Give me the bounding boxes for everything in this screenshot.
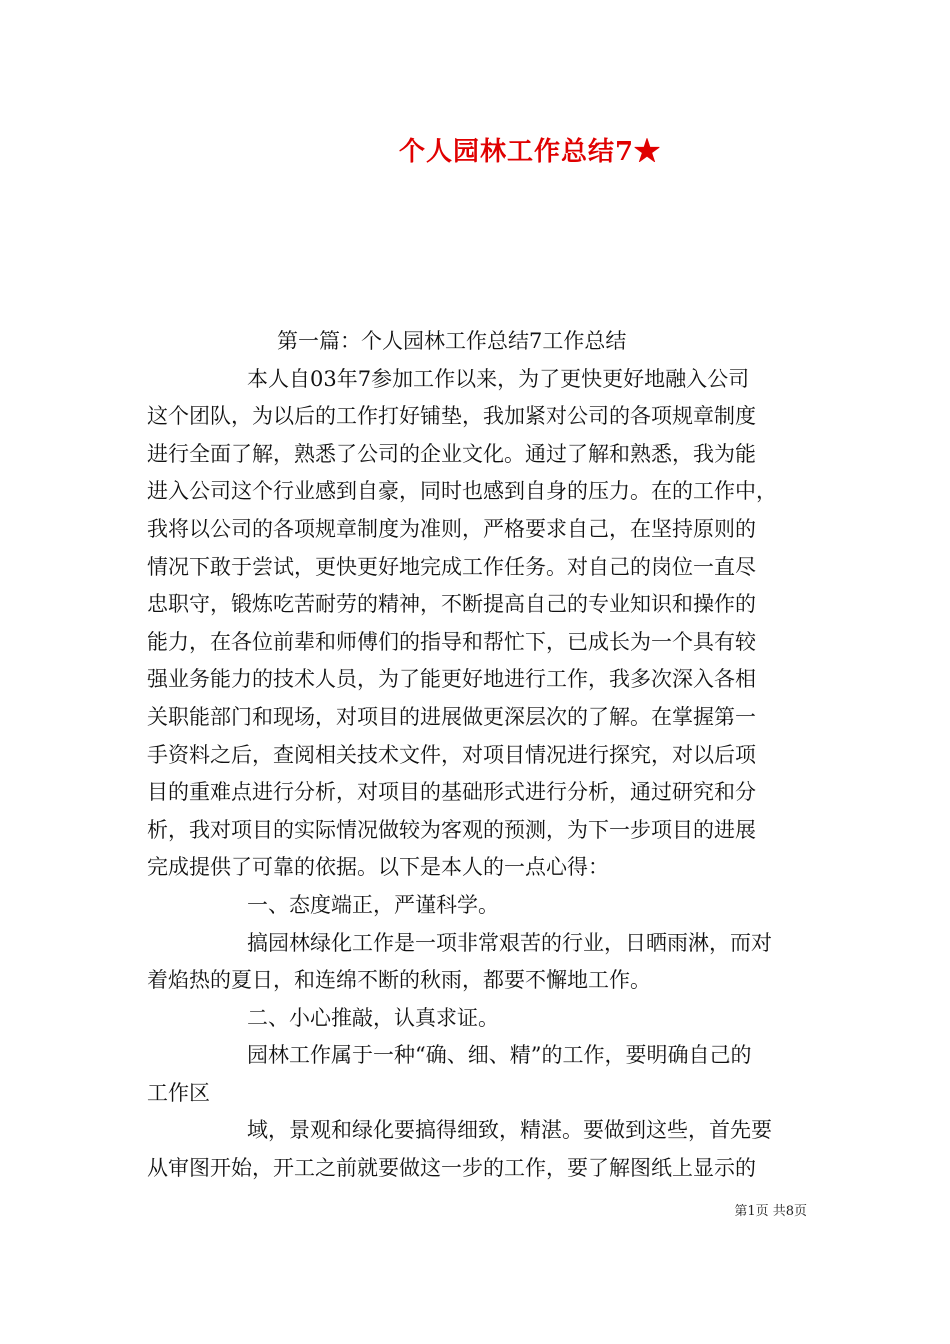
paragraph-work-nature [147,1037,807,1112]
text-line: 目的重难点进行分析，对项目的基础形式进行分析，通过研究和分 [147,780,756,805]
text-line: 园林工作属于一种“确、细、精”的工作，要明确自己的 [247,1043,752,1068]
section-heading: 第一篇：个人园林工作总结7工作总结 [277,329,627,353]
text-line: 手资料之后，查阅相关技术文件，对项目情况进行探究，对以后项 [147,742,756,767]
text-line: 强业务能力的技术人员，为了能更好地进行工作，我多次深入各相 [147,667,756,692]
text-line: 我将以公司的各项规章制度为准则，严格要求自己，在坚持原则的 [147,516,756,541]
text-line: 进入公司这个行业感到自豪，同时也感到自身的压力。在的工作中， [147,479,777,504]
text-line: 完成提供了可靠的依据。以下是本人的一点心得： [147,855,609,880]
document-body [147,323,807,1188]
text-line: 域，景观和绿化要搞得细致，精湛。要做到这些，首先要 [247,1118,772,1143]
text-line: 析，我对项目的实际情况做较为客观的预测，为下一步项目的进展 [147,817,756,842]
paragraph-intro [147,361,807,887]
text-line: 本人自03年7参加工作以来，为了更快更好地融入公司 [247,366,750,391]
text-line: 关职能部门和现场，对项目的进展做更深层次的了解。在掌握第一 [147,704,756,729]
text-line: 着焰热的夏日，和连绵不断的秋雨，都要不懈地工作。 [147,968,651,993]
text-line: 搞园林绿化工作是一项非常艰苦的行业，日晒雨淋，而对 [247,930,772,955]
paragraph-work-area [147,1112,807,1187]
text-line: 这个团队，为以后的工作打好铺垫，我加紧对公司的各项规章制度 [147,404,756,429]
text-line: 进行全面了解，熟悉了公司的企业文化。通过了解和熟悉，我为能 [147,441,756,466]
text-line: 忠职守，锻炼吃苦耐劳的精神，不断提高自己的专业知识和操作的 [147,592,756,617]
document-title: 个人园林工作总结7★ [398,137,662,167]
section-heading-2: 二、小心推敲，认真求证。 [247,1005,499,1030]
text-line: 情况下敢于尝试，更快更好地完成工作任务。对自己的岗位一直尽 [147,554,756,579]
section-heading-1: 一、态度端正，严谨科学。 [247,892,499,917]
text-line: 从审图开始，开工之前就要做这一步的工作，要了解图纸上显示的 [147,1156,756,1181]
page-number: 第1页 共8页 [734,1204,807,1219]
paragraph-attitude [147,925,807,1000]
text-line: 能力，在各位前辈和师傅们的指导和帮忙下，已成长为一个具有较 [147,629,756,654]
text-line: 工作区 [147,1080,210,1105]
